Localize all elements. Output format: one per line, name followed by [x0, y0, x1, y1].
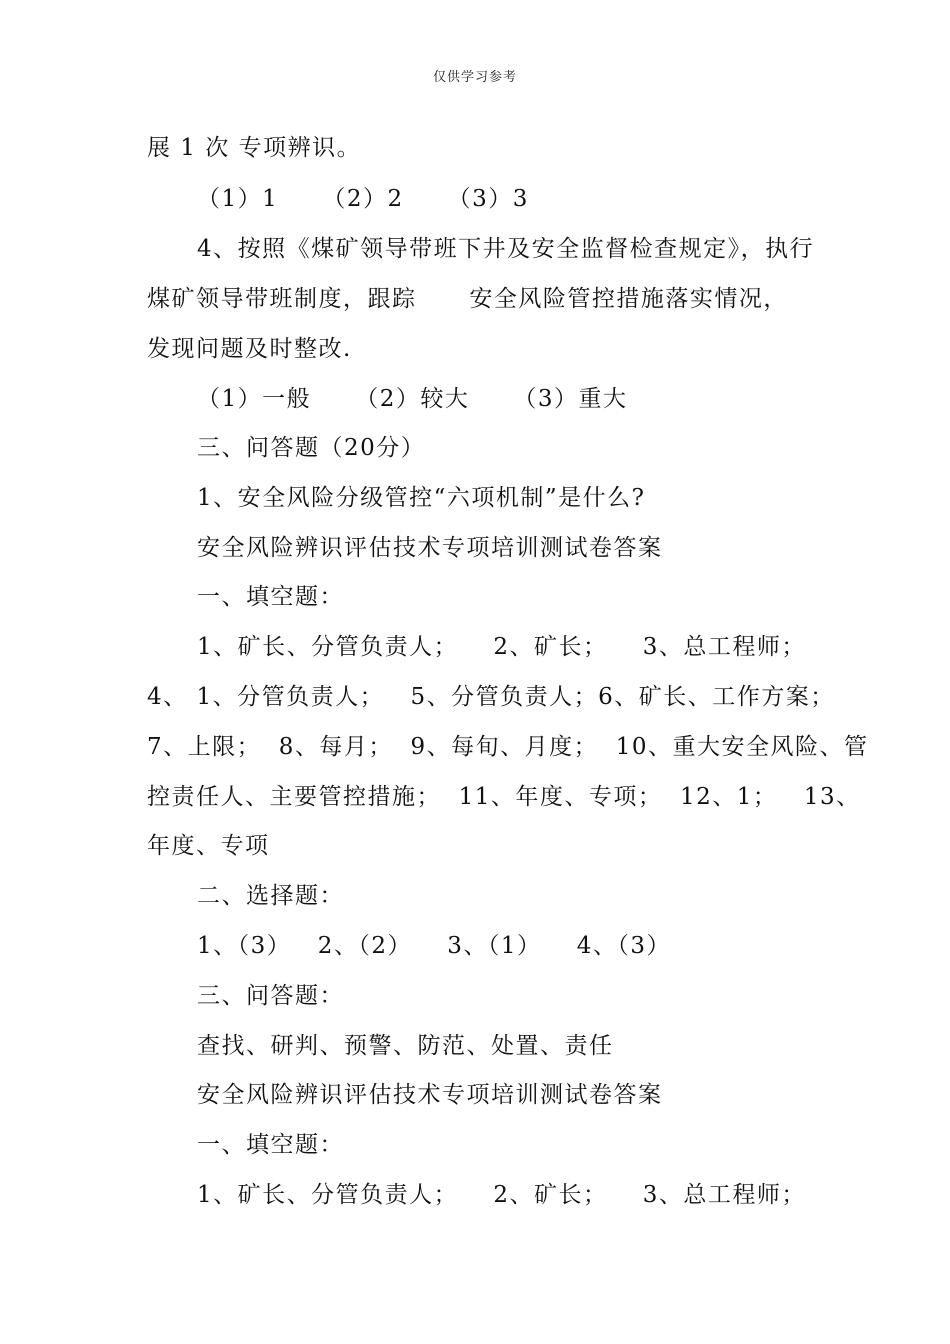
question-4: 4、按照《煤矿领导带班下井及安全监督检查规定》，执行 [197, 236, 815, 262]
page-header: 仅供学习参考 [432, 70, 517, 85]
answer-line: 7、上限； 8、每月； 9、每旬、月度； 10、重大安全风险、管 [147, 734, 869, 760]
section-heading: 二、选择题： [197, 883, 344, 909]
answer-line: 1、矿长、分管负责人； 2、矿长； 3、总工程师； [197, 634, 806, 660]
text-line: 煤矿领导带班制度，跟踪 安全风险管控措施落实情况， [147, 286, 788, 312]
section-heading: 三、问答题（20分） [197, 435, 426, 461]
answer-line: 4、 1、分管负责人； 5、分管负责人；6、矿长、工作方案； [147, 684, 835, 710]
section-heading: 三、问答题： [197, 983, 344, 1009]
choice-options: （1）1 （2）2 （3）3 [197, 186, 529, 212]
question-1: 1、安全风险分级管控“六项机制”是什么? [197, 485, 646, 511]
answer-line: 1、（3） 2、（2） 3、（1） 4、（3） [197, 933, 671, 959]
choice-options: （1）一般 （2）较大 （3）重大 [197, 386, 628, 412]
answer-line: 控责任人、主要管控措施； 11、年度、专项； 12、1； 13、 [147, 784, 861, 810]
answer-line: 查找、研判、预警、防范、处置、责任 [197, 1033, 614, 1059]
answer-title: 安全风险辨识评估技术专项培训测试卷答案 [197, 535, 663, 561]
section-heading: 一、填空题： [197, 1132, 344, 1158]
answer-title: 安全风险辨识评估技术专项培训测试卷答案 [197, 1082, 663, 1108]
section-heading: 一、填空题： [197, 584, 344, 610]
answer-line: 1、矿长、分管负责人； 2、矿长； 3、总工程师； [197, 1182, 806, 1208]
answer-line: 年度、专项 [147, 833, 270, 859]
text-line: 发现问题及时整改. [147, 336, 352, 362]
text-line: 展 1 次 专项辨识。 [147, 135, 362, 161]
